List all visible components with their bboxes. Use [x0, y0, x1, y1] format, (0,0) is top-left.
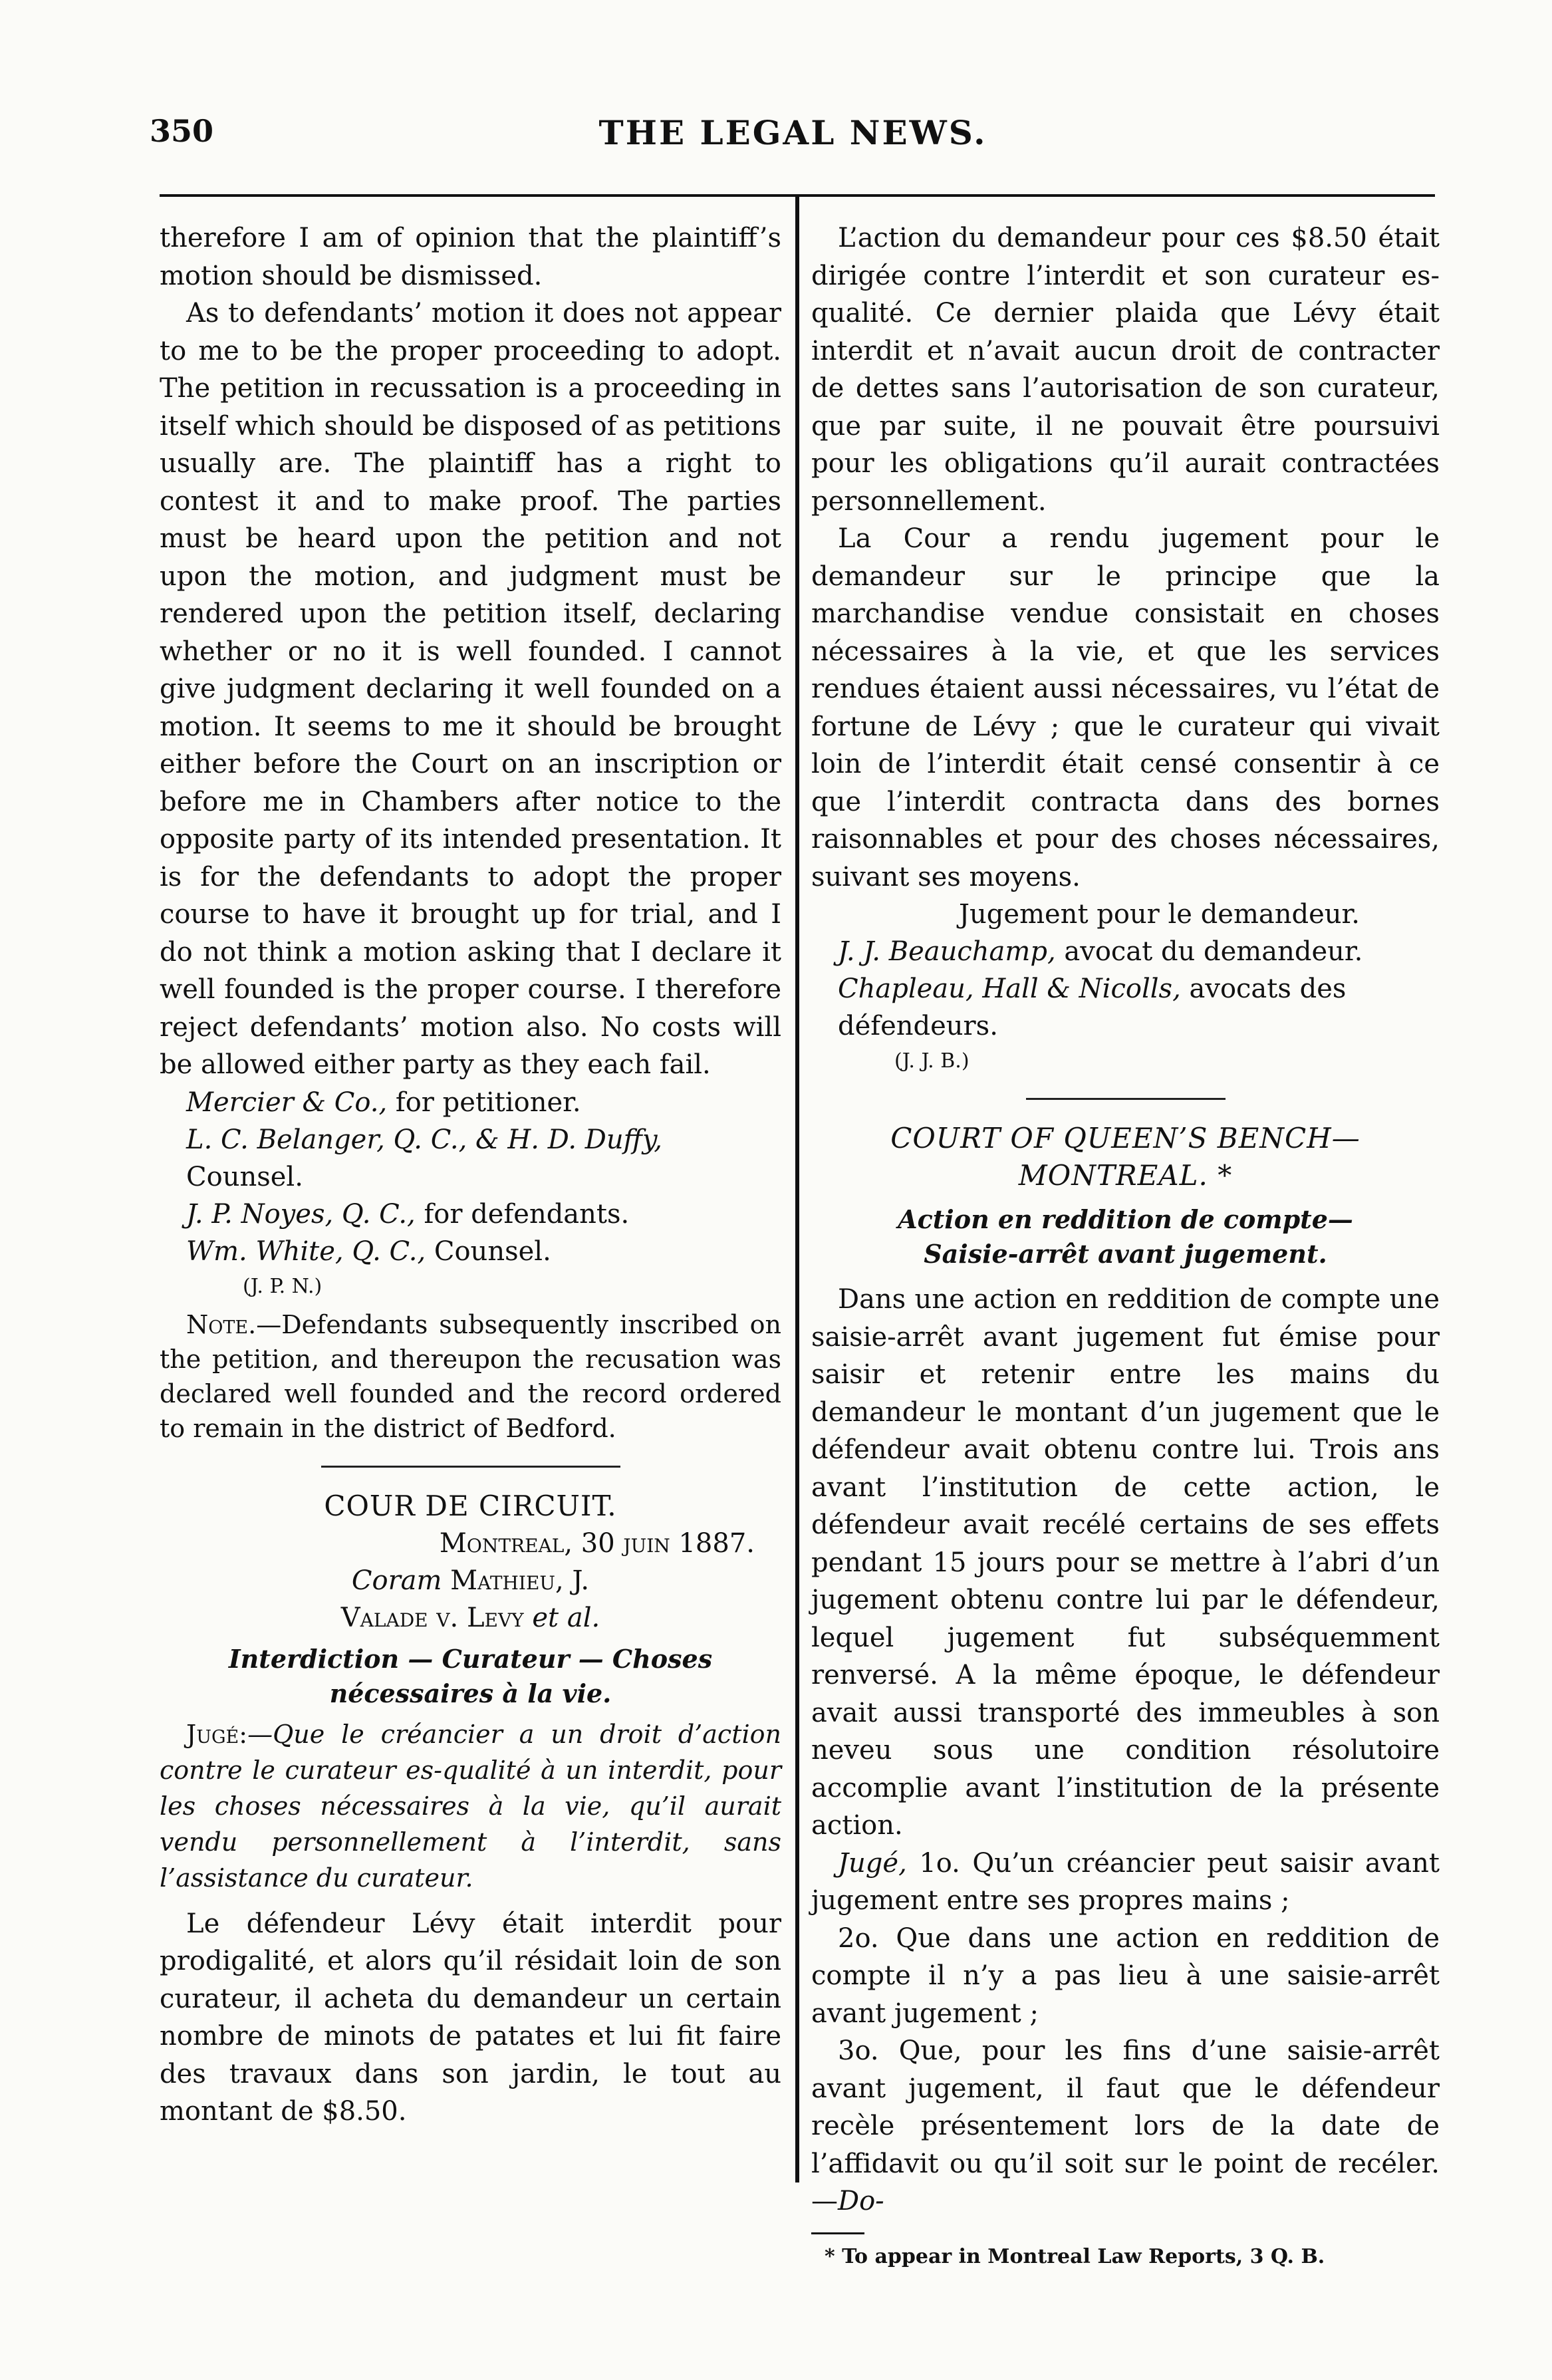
signature-role: for petitioner.: [387, 1087, 581, 1118]
right-column: [811, 219, 1440, 2272]
left-paragraph-2: As to defendants’ motion it does not appear to me to be the proper proceeding to adopt. The petition in recussation is a proceeding in itself which should be disposed of as petitions usually are. The plaintiff has a right to contest it and to make proof. The parties must be heard upon the petition and not upon the motion, and judgment must be rendered upon the petition itself, declaring whether or no it is well founded. I cannot give judgment declaring it well founded on a motion. It seems to me it should be brought either before the Court on an inscription or before me in Chambers after notice to the opposite party of its intended presentation. It is for the defendants to adopt the proper course to have it brought up for trial, and I do not think a motion asking that I declare it well founded is the proper course. I therefore reject defendants’ motion also. No costs will be allowed either party as they each fail.: [160, 298, 781, 1080]
case-subject: Interdiction — Curateur — Choses nécessaires à la vie.: [228, 1643, 713, 1708]
page-header: [150, 113, 1436, 173]
signature-line-2: [160, 1121, 781, 1196]
signature-line-1: [160, 1084, 781, 1121]
footnote-rule: [811, 2232, 864, 2234]
right-paragraph-4: Jugé, 1o. Qu’un créancier peut saisir avant jugement entre ses propres mains ;: [811, 1847, 1440, 1916]
right-paragraph-2: La Cour a rendu jugement pour le demandeur sur le principe que la marchandise vendue consistait en choses nécessaires à la vie, et que les services rendues étaient aussi nécessaires, vu l’état de fortune de Lévy ; que le curateur qui vivait loin de l’interdit était censé consentir à ce que l’interdit contracta dans des bornes raisonnables et pour des choses nécessaires, suivant ses moyens.: [811, 523, 1440, 892]
left-paragraph-3: Le défendeur Lévy était interdit pour prodigalité, et alors qu’il résidait loin de son curateur, il acheta du demandeur un certain nombre de minots de patates et lui fit faire des travaux dans son jardin, le tout au montant de $8.50.: [160, 1908, 781, 2127]
signature-role: avocats des défendeurs.: [838, 974, 1347, 1041]
case-subject: Action en reddition de compte—Saisie-arrêt avant jugement.: [898, 1204, 1353, 1269]
left-paragraph-1: therefore I am of opinion that the plaintiff’s motion should be dismissed.: [160, 223, 781, 291]
right-paragraph-5: 2o. Que dans une action en reddition de compte il n’y a pas lieu à une saisie-arrêt avant jugement ;: [811, 1922, 1440, 2029]
case-title: Valade v. Levy et al.: [340, 1602, 600, 1633]
running-title: THE LEGAL NEWS.: [598, 113, 987, 152]
column-divider: [795, 194, 799, 2182]
section-divider: [1026, 1098, 1226, 1100]
footnote: * To appear in Montreal Law Reports, 3 Q. B.: [825, 2244, 1325, 2268]
signature-line-4: [160, 1233, 781, 1270]
signature-line-2: [811, 970, 1440, 1045]
signature-role: for defendants.: [415, 1198, 630, 1230]
holding-lead: Jugé:: [186, 1719, 248, 1749]
editor-note: [160, 1307, 781, 1446]
left-column: [160, 219, 781, 2131]
signature-line-1: [811, 933, 1440, 970]
signature-name: L. C. Belanger, Q. C., & H. D. Duffy,: [186, 1124, 662, 1155]
signature-role: Counsel.: [426, 1236, 551, 1267]
court-title: COUR DE CIRCUIT.: [324, 1489, 617, 1522]
holding-block: [160, 1716, 781, 1896]
note-lead: Note.: [186, 1309, 257, 1339]
right-paragraph-1: L’action du demandeur pour ces $8.50 était dirigée contre l’interdit et son curateur es-qualité. Ce dernier plaida que Lévy était interdit et n’avait aucun droit de contracter de dettes sans l’autorisation de son curateur, que par suite, il ne pouvait être poursuivi pour les obligations qu’il aurait contractées personnellement.: [811, 223, 1440, 517]
signature-name: Wm. White, Q. C.,: [186, 1236, 426, 1267]
right-paragraph-3: Dans une action en reddition de compte une saisie-arrêt avant jugement fut émise pour saisir et retenir entre les mains du demandeur le montant d’un jugement que le défendeur avait obtenu contre lui. Trois ans avant l’institution de cette action, le défendeur avait recélé certains de ses effets pendant 15 jours pour se mettre à l’abri d’un jugement obtenu contre lui par le défendeur, lequel jugement fut subséquemment renversé. A la même époque, le défendeur avait aussi transporté des immeubles à son neveu sous une condition résolutoire accomplie avant l’institution de la présente action.: [811, 1284, 1440, 1841]
court-title: COURT OF QUEEN’S BENCH—MONTREAL. *: [890, 1122, 1360, 1192]
coram-line: Coram Mathieu, J.: [351, 1565, 590, 1596]
signature-role: avocat du demandeur.: [1055, 936, 1363, 967]
signature-name: Chapleau, Hall & Nicolls,: [838, 974, 1181, 1004]
judgment-line: Jugement pour le demandeur.: [959, 899, 1360, 930]
note-text: —Defendants subsequently inscribed on the petition, and thereupon the recusation was declared well founded and the record ordered to remain in the district of Bedford.: [160, 1309, 781, 1443]
signature-line-3: [160, 1196, 781, 1233]
place-date: Montreal, 30 juin 1887.: [439, 1527, 755, 1559]
signature-name: J. J. Beauchamp,: [838, 936, 1056, 967]
reporter-initials: (J. P. N.): [243, 1274, 323, 1298]
signature-role: Counsel.: [186, 1161, 303, 1192]
signature-name: J. P. Noyes, Q. C.,: [186, 1198, 416, 1230]
holding-text: —Que le créancier a un droit d’action contre le curateur es-qualité à un interdit, pour les choses nécessaires à la vie, qu’il aurait vendu personnellement à l’interdit, sans l’assistance du curateur.: [160, 1719, 781, 1893]
signature-name: Mercier & Co.,: [186, 1087, 388, 1118]
right-paragraph-6: 3o. Que, pour les fins d’une saisie-arrêt avant jugement, il faut que le défendeur recèle présentement lors de la date de l’affidavit ou qu’il soit sur le point de recéler.—Do-: [811, 2036, 1440, 2216]
page-number: 350: [150, 113, 214, 149]
section-divider: [321, 1466, 620, 1468]
reporter-initials: (J. J. B.): [894, 1049, 970, 1073]
